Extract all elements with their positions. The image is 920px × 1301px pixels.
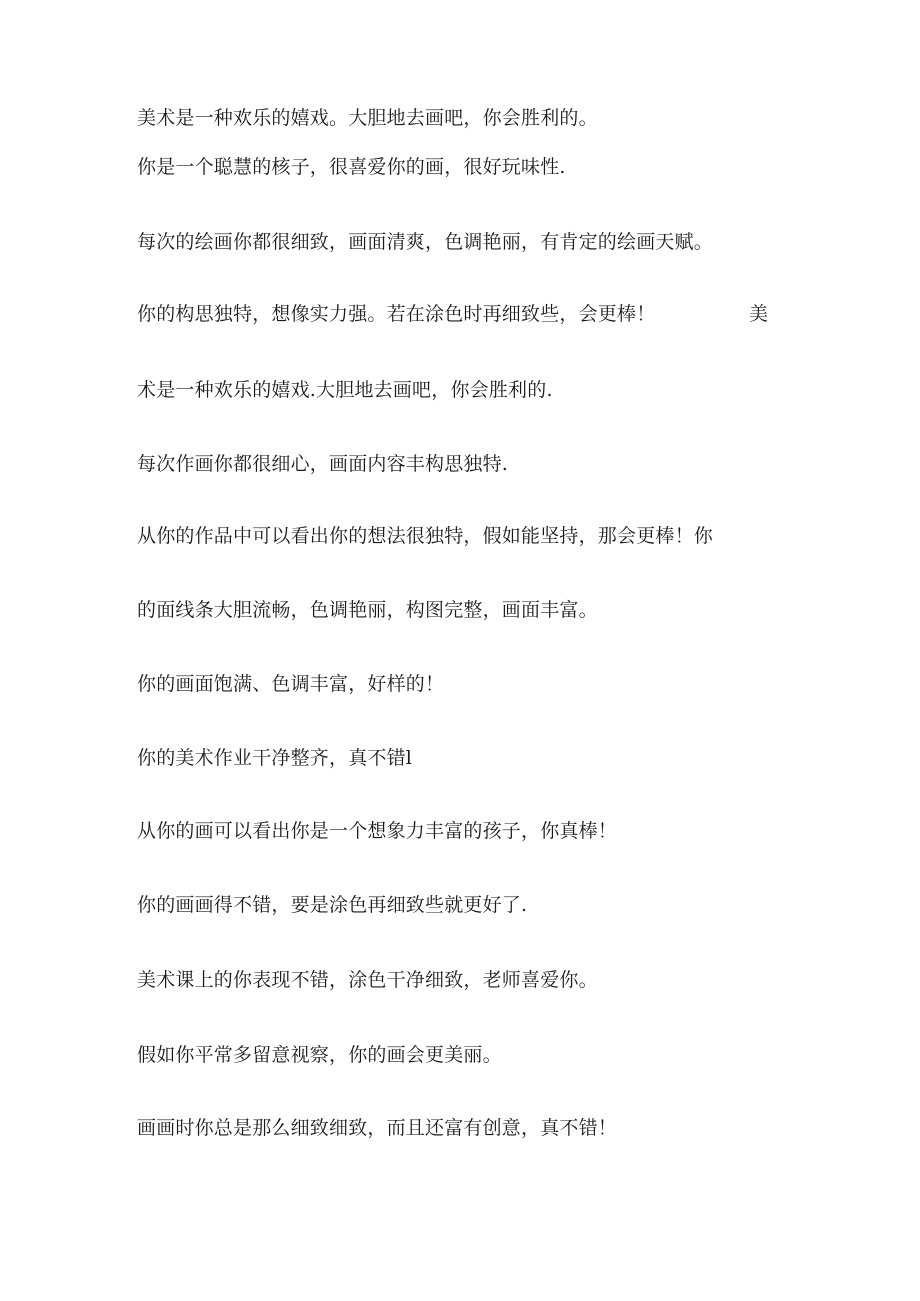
text-line: 从你的作品中可以看出你的想法很独特，假如能坚持，那会更棒！你: [137, 525, 714, 547]
text-line: 你的画画得不错，要是涂色再细致些就更好了.: [137, 894, 528, 916]
text-line: 的面线条大胆流畅，色调艳丽，构图完整，画面丰富。: [137, 599, 598, 621]
text-line: 你的画面饱满、色调丰富，好样的！: [137, 673, 445, 695]
text-line: 你的美术作业干净整齐，真不错l: [137, 747, 413, 769]
text-line: 每次作画你都很细心，画面内容丰构思独特.: [137, 453, 509, 475]
text-line: 你的构思独特，想像实力强。若在涂色时再细致些，会更棒！: [137, 303, 656, 325]
wrapped-char: 美: [749, 303, 769, 325]
text-line: 术是一种欢乐的嬉戏.大胆地去画吧，你会胜利的.: [137, 379, 553, 401]
text-line: 假如你平常多留意视察，你的画会更美丽。: [137, 1044, 502, 1066]
text-line: 从你的画可以看出你是一个想象力丰富的孩子，你真棒！: [137, 820, 618, 842]
text-line: 美术是一种欢乐的嬉戏。大胆地去画吧，你会胜利的。: [137, 107, 598, 129]
text-line: 你是一个聪慧的核子，很喜爱你的画，很好玩味性.: [137, 156, 566, 178]
text-line: 美术课上的你表现不错，涂色干净细致，老师喜爱你。: [137, 969, 598, 991]
text-line: 画画时你总是那么细致细致，而且还富有创意，真不错！: [137, 1117, 618, 1139]
text-line: 每次的绘画你都很细致，画面清爽，色调艳丽，有肯定的绘画天赋。: [137, 231, 714, 253]
